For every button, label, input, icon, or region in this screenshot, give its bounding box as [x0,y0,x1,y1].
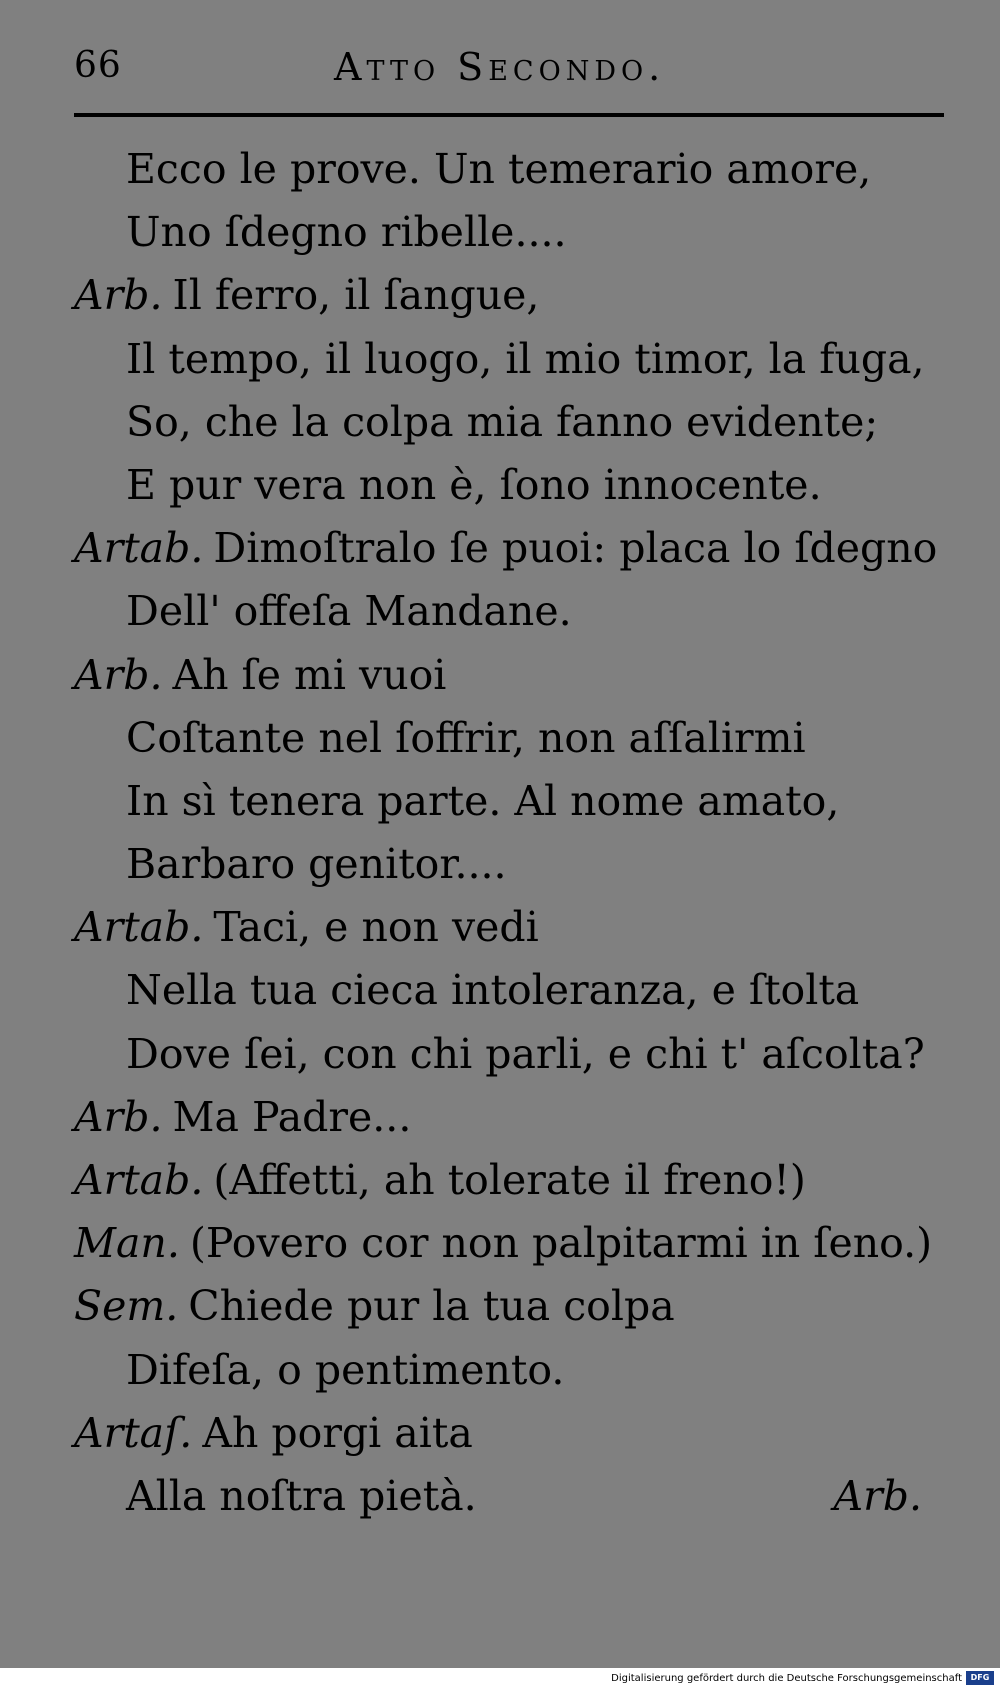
line-text: Il ferro, il ſangue, [172,271,540,320]
line-text: Nella tua cieca intoleranza, e ſtolta [126,966,860,1015]
line-text: Difeſa, o pentimento. [126,1345,565,1394]
dfg-logo: DFG [966,1671,994,1685]
verse-line [74,833,954,896]
header-rule [74,113,944,117]
speaker-name: Artab. [74,524,204,573]
verse-line [74,1023,954,1086]
line-text: (Povero cor non palpitarmi in ſeno.) [189,1219,933,1268]
speaker-name: Artab. [74,903,204,952]
speaker-name: Arb. [74,650,163,699]
verse-line [74,201,954,264]
running-head: Atto Secondo. [334,45,666,89]
verse-line [74,138,954,201]
verse-line [74,1275,954,1338]
line-text: Chiede pur la tua colpa [188,1282,675,1331]
verse-line [74,264,954,327]
line-text: Ah ſe mi vuoi [172,650,447,699]
verse-line [74,517,954,580]
digitization-footer [0,1668,1000,1689]
line-text: Ecco le prove. Un temerario amore, [126,145,872,193]
verse-line [74,454,954,517]
page-number: 66 [74,45,122,86]
line-text: Coſtante nel ſoffrir, non aſſalirmi [126,713,806,762]
verse-line [74,1086,954,1149]
line-text: Barbaro genitor.... [126,840,507,889]
line-text: Dell' offeſa Mandane. [126,587,572,636]
line-text: E pur vera non è, ſono innocente. [126,460,822,509]
speaker-name: Sem. [74,1282,179,1331]
verse-line [74,770,954,833]
line-text: So, che la colpa mia fanno evidente; [126,397,879,446]
line-text: Taci, e non vedi [213,903,539,952]
line-text: Ma Padre... [172,1092,412,1141]
line-text: (Affetti, ah tolerate il freno!) [213,1156,806,1204]
verse-text [74,138,954,1528]
line-text: Dimoſtralo ſe puoi: placa lo ſdegno [213,524,938,573]
verse-line [74,896,954,959]
verse-line [74,1402,954,1465]
speaker-name: Arb. [74,271,163,320]
verse-line [74,1465,954,1528]
speaker-name: Artab. [74,1156,204,1204]
line-text: Il tempo, il luogo, il mio timor, la fuga, [126,334,925,383]
verse-line [74,1339,954,1402]
line-text: In sì tenera parte. Al nome amato, [126,776,840,825]
verse-line [74,1212,954,1275]
speaker-name: Man. [74,1219,180,1268]
verse-line [74,328,954,391]
verse-line [74,1149,954,1212]
funding-credit: Digitalisierung gefördert durch die Deutsche Forschungsgemeinschaft [611,1673,962,1684]
line-text: Alla noſtra pietà. [126,1471,477,1520]
verse-line [74,391,954,454]
verse-line [74,959,954,1022]
verse-line [74,644,954,707]
speaker-name: Arb. [74,1092,163,1141]
page-header [74,45,944,95]
line-text: Dove ſei, con chi parli, e chi t' aſcolta? [126,1029,925,1078]
verse-line [74,707,954,770]
verse-line [74,580,954,643]
catchword: Arb. [833,1471,922,1520]
speaker-name: Artaſ. [74,1408,193,1457]
line-text: Uno ſdegno ribelle.... [126,208,567,257]
line-text: Ah porgi aita [202,1408,473,1457]
